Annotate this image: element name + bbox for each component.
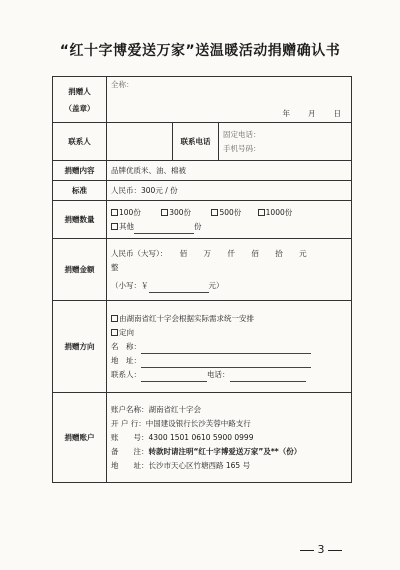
quantity-option-100[interactable]: 100份 [111, 208, 141, 217]
contact-phone-cell[interactable] [219, 123, 352, 161]
donation-form-table [52, 76, 352, 483]
checkbox-icon[interactable] [258, 209, 265, 216]
donor-seal-label: （盖章） [64, 103, 95, 113]
donor-date [283, 108, 342, 119]
direction-cell [107, 301, 352, 393]
date-year: 年 [282, 109, 290, 118]
donor-label-cell [53, 77, 107, 123]
date-month: 月 [308, 109, 316, 118]
amount-lower-row: （小写：￥ 元） [111, 279, 347, 293]
donor-label: 捐赠人 [68, 86, 91, 96]
quantity-option-500[interactable]: 500份 [211, 208, 241, 217]
quantity-option-1000[interactable]: 1000份 [258, 208, 293, 217]
mobile-label: 手机号码： [223, 143, 261, 153]
page-number: 3 [300, 543, 342, 556]
checkbox-icon[interactable] [111, 209, 118, 216]
donor-name-cell[interactable] [107, 77, 352, 123]
checkbox-icon[interactable] [111, 329, 118, 336]
account-row: 账户名称：湖南省红十字会 [111, 404, 201, 414]
amount-lower-blank[interactable] [149, 292, 209, 293]
standard-label: 标准 [53, 181, 107, 201]
dash-left [300, 550, 314, 551]
amount-zheng: 整 [111, 262, 119, 272]
quantity-option-300[interactable]: 300份 [161, 208, 191, 217]
content-value: 品牌优质米、油、棉被 [107, 161, 352, 181]
quantity-label: 捐赠数量 [53, 201, 107, 239]
checkbox-icon[interactable] [211, 209, 218, 216]
dash-right [328, 550, 342, 551]
contact-value-cell[interactable] [107, 123, 173, 161]
donor-fullname-label: 全称： [111, 80, 134, 89]
account-row: 地 址：长沙市天心区竹塘西路 165 号 [111, 460, 251, 470]
date-day: 日 [333, 109, 341, 118]
direction-contact-row[interactable]: 联系人： 电话： [111, 368, 347, 382]
direction-option-targeted[interactable]: 定向 [111, 326, 347, 340]
checkbox-icon[interactable] [161, 209, 168, 216]
direction-option-unified[interactable]: 由湖南省红十字会根据实际需求统一安排 [111, 312, 347, 326]
direction-name-row[interactable]: 名 称： [111, 340, 347, 354]
account-row: 开 户 行：中国建设银行长沙芙蓉中路支行 [111, 418, 251, 428]
checkbox-icon[interactable] [111, 315, 118, 322]
account-label: 捐赠账户 [53, 393, 107, 483]
amount-upper-prefix: 人民币（大写）： [111, 248, 168, 258]
checkbox-icon[interactable] [111, 223, 118, 230]
account-cell [107, 393, 352, 483]
amount-label: 捐赠金额 [53, 239, 107, 301]
contact-label: 联系人 [53, 123, 107, 161]
direction-address-row[interactable]: 地 址： [111, 354, 347, 368]
account-row: 账 号：4300 1501 0610 5900 0999 [111, 432, 254, 442]
direction-phone-blank[interactable] [230, 381, 306, 382]
quantity-other-row[interactable]: 其他 份 [111, 220, 347, 234]
standard-value: 人民币：300元 / 份 [107, 181, 352, 201]
account-row: 备 注：转款时请注明“红十字博爱送万家”及**（份） [111, 446, 302, 456]
contact-phone-label: 联系电话 [173, 123, 219, 161]
direction-label: 捐赠方向 [53, 301, 107, 393]
quantity-other-blank[interactable] [134, 233, 194, 234]
amount-upper-row: 人民币（大写）： 佰 万 仟 佰 拾 元 [111, 248, 307, 258]
quantity-options-row [111, 206, 347, 220]
quantity-options-cell [107, 201, 352, 239]
content-label: 捐赠内容 [53, 161, 107, 181]
page-title: “红十字博爱送万家”送温暖活动捐赠确认书 [59, 43, 341, 59]
landline-label: 固定电话： [223, 129, 261, 139]
direction-contact-blank[interactable] [141, 381, 207, 382]
amount-cell[interactable] [107, 239, 352, 301]
